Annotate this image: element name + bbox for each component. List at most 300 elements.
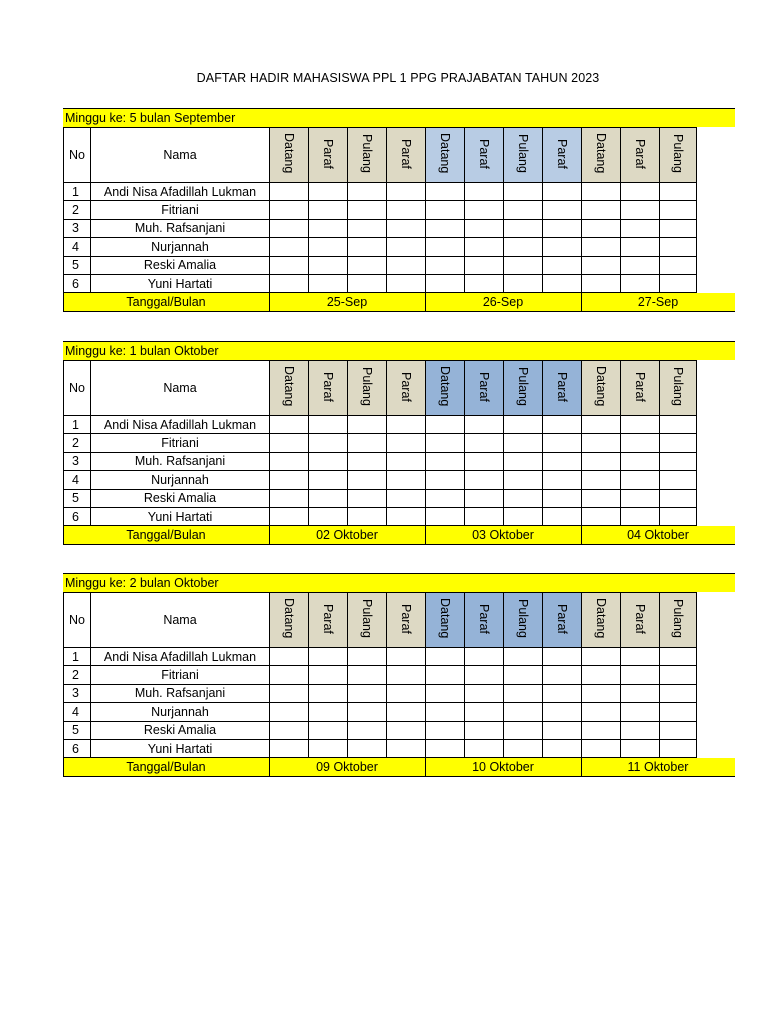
attendance-cell[interactable] bbox=[582, 416, 621, 434]
table-row bbox=[64, 434, 697, 452]
attendance-cell[interactable] bbox=[270, 703, 309, 721]
row-number: 1 bbox=[64, 648, 91, 666]
header-datang bbox=[582, 593, 621, 648]
attendance-cell[interactable] bbox=[270, 201, 309, 219]
attendance-cell[interactable] bbox=[504, 183, 543, 201]
attendance-cell[interactable] bbox=[621, 183, 660, 201]
table-row bbox=[64, 489, 697, 507]
attendance-cell[interactable] bbox=[621, 471, 660, 489]
table-row bbox=[64, 666, 697, 684]
header-label: Datang bbox=[282, 133, 296, 174]
attendance-cell[interactable] bbox=[348, 452, 387, 470]
table-row bbox=[64, 183, 697, 201]
attendance-cell[interactable] bbox=[582, 648, 621, 666]
attendance-cell[interactable] bbox=[465, 739, 504, 757]
attendance-cell[interactable] bbox=[504, 416, 543, 434]
date-label: 27-Sep bbox=[637, 295, 679, 310]
attendance-cell[interactable] bbox=[270, 739, 309, 757]
attendance-cell[interactable] bbox=[426, 416, 465, 434]
attendance-cell[interactable] bbox=[660, 507, 697, 525]
attendance-cell[interactable] bbox=[504, 703, 543, 721]
date-label: 25-Sep bbox=[326, 295, 368, 310]
row-number: 1 bbox=[64, 183, 91, 201]
header-label: Pulang bbox=[360, 599, 374, 638]
footer-divider bbox=[581, 526, 582, 545]
attendance-cell[interactable] bbox=[504, 739, 543, 757]
date-label: 09 Oktober bbox=[316, 760, 378, 775]
document-title: DAFTAR HADIR MAHASISWA PPL 1 PPG PRAJABATAN TAHUN 2023 bbox=[196, 71, 600, 85]
attendance-cell[interactable] bbox=[426, 648, 465, 666]
attendance-cell[interactable] bbox=[348, 721, 387, 739]
attendance-cell[interactable] bbox=[309, 219, 348, 237]
attendance-cell[interactable] bbox=[582, 684, 621, 702]
attendance-cell[interactable] bbox=[504, 471, 543, 489]
attendance-cell[interactable] bbox=[504, 648, 543, 666]
row-number: 2 bbox=[64, 434, 91, 452]
attendance-cell[interactable] bbox=[309, 739, 348, 757]
table-row bbox=[64, 684, 697, 702]
table-row bbox=[64, 238, 697, 256]
attendance-cell[interactable] bbox=[621, 666, 660, 684]
date-footer bbox=[63, 293, 735, 312]
row-number: 3 bbox=[64, 684, 91, 702]
header-label: Datang bbox=[594, 366, 608, 407]
attendance-cell[interactable] bbox=[582, 703, 621, 721]
attendance-cell[interactable] bbox=[348, 274, 387, 292]
attendance-cell[interactable] bbox=[348, 256, 387, 274]
header-label: Pulang bbox=[516, 599, 530, 638]
attendance-block bbox=[63, 341, 735, 545]
header-pulang bbox=[504, 128, 543, 183]
attendance-cell[interactable] bbox=[270, 256, 309, 274]
attendance-cell[interactable] bbox=[270, 666, 309, 684]
header-label: Paraf bbox=[399, 371, 413, 402]
attendance-cell[interactable] bbox=[543, 274, 582, 292]
attendance-cell[interactable] bbox=[582, 739, 621, 757]
attendance-cell[interactable] bbox=[309, 201, 348, 219]
header-no: No bbox=[64, 128, 91, 183]
date-label: 03 Oktober bbox=[472, 528, 534, 543]
attendance-cell[interactable] bbox=[582, 507, 621, 525]
attendance-cell[interactable] bbox=[543, 256, 582, 274]
table-row bbox=[64, 256, 697, 274]
attendance-cell[interactable] bbox=[543, 471, 582, 489]
attendance-cell[interactable] bbox=[387, 489, 426, 507]
attendance-cell[interactable] bbox=[465, 666, 504, 684]
attendance-cell[interactable] bbox=[621, 703, 660, 721]
attendance-cell[interactable] bbox=[348, 703, 387, 721]
header-no: No bbox=[64, 593, 91, 648]
attendance-cell[interactable] bbox=[465, 274, 504, 292]
header-label: Datang bbox=[438, 598, 452, 639]
header-row bbox=[64, 361, 697, 416]
row-number: 3 bbox=[64, 219, 91, 237]
header-label: Datang bbox=[282, 366, 296, 407]
header-label: Paraf bbox=[633, 371, 647, 402]
attendance-cell[interactable] bbox=[543, 201, 582, 219]
row-number: 5 bbox=[64, 721, 91, 739]
header-label: Paraf bbox=[555, 371, 569, 402]
attendance-cell[interactable] bbox=[348, 666, 387, 684]
attendance-cell[interactable] bbox=[348, 434, 387, 452]
attendance-cell[interactable] bbox=[465, 183, 504, 201]
attendance-cell[interactable] bbox=[543, 416, 582, 434]
attendance-cell[interactable] bbox=[660, 666, 697, 684]
row-number: 5 bbox=[64, 489, 91, 507]
attendance-cell[interactable] bbox=[621, 219, 660, 237]
attendance-cell[interactable] bbox=[504, 201, 543, 219]
attendance-cell[interactable] bbox=[504, 256, 543, 274]
attendance-cell[interactable] bbox=[660, 703, 697, 721]
attendance-cell[interactable] bbox=[348, 183, 387, 201]
attendance-cell[interactable] bbox=[465, 471, 504, 489]
attendance-cell[interactable] bbox=[543, 507, 582, 525]
attendance-cell[interactable] bbox=[387, 256, 426, 274]
attendance-cell[interactable] bbox=[426, 471, 465, 489]
attendance-cell[interactable] bbox=[348, 648, 387, 666]
attendance-cell[interactable] bbox=[582, 256, 621, 274]
header-paraf bbox=[387, 128, 426, 183]
student-name: Fitriani bbox=[91, 434, 270, 452]
attendance-cell[interactable] bbox=[426, 489, 465, 507]
attendance-cell[interactable] bbox=[426, 721, 465, 739]
attendance-cell[interactable] bbox=[660, 648, 697, 666]
header-label: Paraf bbox=[477, 603, 491, 634]
attendance-cell[interactable] bbox=[387, 238, 426, 256]
attendance-cell[interactable] bbox=[543, 452, 582, 470]
attendance-cell[interactable] bbox=[621, 201, 660, 219]
attendance-cell[interactable] bbox=[387, 201, 426, 219]
attendance-cell[interactable] bbox=[504, 721, 543, 739]
attendance-cell[interactable] bbox=[660, 183, 697, 201]
attendance-cell[interactable] bbox=[621, 489, 660, 507]
attendance-cell[interactable] bbox=[543, 739, 582, 757]
attendance-cell[interactable] bbox=[504, 507, 543, 525]
header-row bbox=[64, 128, 697, 183]
attendance-cell[interactable] bbox=[309, 256, 348, 274]
attendance-cell[interactable] bbox=[465, 238, 504, 256]
header-paraf bbox=[543, 128, 582, 183]
attendance-cell[interactable] bbox=[465, 684, 504, 702]
attendance-cell[interactable] bbox=[582, 183, 621, 201]
table-row bbox=[64, 703, 697, 721]
attendance-cell[interactable] bbox=[309, 434, 348, 452]
attendance-cell[interactable] bbox=[465, 201, 504, 219]
attendance-table bbox=[63, 127, 697, 293]
attendance-cell[interactable] bbox=[582, 452, 621, 470]
attendance-cell[interactable] bbox=[387, 648, 426, 666]
attendance-cell[interactable] bbox=[582, 201, 621, 219]
footer-label: Tanggal/Bulan bbox=[126, 760, 206, 775]
attendance-cell[interactable] bbox=[660, 416, 697, 434]
attendance-cell[interactable] bbox=[582, 471, 621, 489]
attendance-cell[interactable] bbox=[582, 434, 621, 452]
attendance-cell[interactable] bbox=[621, 434, 660, 452]
attendance-cell[interactable] bbox=[621, 739, 660, 757]
header-nama: Nama bbox=[91, 593, 270, 648]
attendance-cell[interactable] bbox=[309, 666, 348, 684]
attendance-cell[interactable] bbox=[504, 452, 543, 470]
header-label: Paraf bbox=[321, 371, 335, 402]
table-row bbox=[64, 274, 697, 292]
header-label: Paraf bbox=[321, 138, 335, 169]
attendance-cell[interactable] bbox=[504, 219, 543, 237]
attendance-cell[interactable] bbox=[426, 256, 465, 274]
attendance-cell[interactable] bbox=[309, 721, 348, 739]
attendance-cell[interactable] bbox=[426, 434, 465, 452]
header-paraf bbox=[465, 361, 504, 416]
attendance-cell[interactable] bbox=[504, 274, 543, 292]
attendance-cell[interactable] bbox=[426, 238, 465, 256]
attendance-cell[interactable] bbox=[621, 274, 660, 292]
attendance-cell[interactable] bbox=[309, 238, 348, 256]
attendance-cell[interactable] bbox=[543, 703, 582, 721]
header-pulang bbox=[660, 361, 697, 416]
table-row bbox=[64, 739, 697, 757]
footer-divider bbox=[269, 526, 270, 545]
attendance-cell[interactable] bbox=[309, 471, 348, 489]
header-label: Paraf bbox=[399, 603, 413, 634]
attendance-cell[interactable] bbox=[582, 238, 621, 256]
attendance-cell[interactable] bbox=[465, 703, 504, 721]
attendance-cell[interactable] bbox=[660, 721, 697, 739]
header-label: Pulang bbox=[360, 367, 374, 406]
attendance-cell[interactable] bbox=[270, 452, 309, 470]
table-row bbox=[64, 219, 697, 237]
attendance-cell[interactable] bbox=[387, 684, 426, 702]
footer-divider bbox=[63, 293, 64, 312]
student-name: Fitriani bbox=[91, 666, 270, 684]
attendance-cell[interactable] bbox=[504, 684, 543, 702]
attendance-cell[interactable] bbox=[660, 201, 697, 219]
student-name: Andi Nisa Afadillah Lukman bbox=[91, 416, 270, 434]
attendance-cell[interactable] bbox=[309, 416, 348, 434]
attendance-cell[interactable] bbox=[348, 201, 387, 219]
attendance-cell[interactable] bbox=[504, 489, 543, 507]
attendance-cell[interactable] bbox=[309, 183, 348, 201]
attendance-cell[interactable] bbox=[621, 648, 660, 666]
attendance-cell[interactable] bbox=[387, 434, 426, 452]
attendance-cell[interactable] bbox=[270, 648, 309, 666]
attendance-cell[interactable] bbox=[426, 666, 465, 684]
student-name: Muh. Rafsanjani bbox=[91, 452, 270, 470]
attendance-cell[interactable] bbox=[387, 416, 426, 434]
attendance-cell[interactable] bbox=[465, 721, 504, 739]
attendance-cell[interactable] bbox=[582, 721, 621, 739]
attendance-cell[interactable] bbox=[426, 274, 465, 292]
student-name: Reski Amalia bbox=[91, 256, 270, 274]
student-name: Yuni Hartati bbox=[91, 507, 270, 525]
header-paraf bbox=[621, 593, 660, 648]
header-paraf bbox=[309, 593, 348, 648]
attendance-cell[interactable] bbox=[660, 256, 697, 274]
header-no: No bbox=[64, 361, 91, 416]
attendance-cell[interactable] bbox=[309, 703, 348, 721]
attendance-cell[interactable] bbox=[465, 416, 504, 434]
date-label: 26-Sep bbox=[482, 295, 524, 310]
student-name: Nurjannah bbox=[91, 703, 270, 721]
attendance-cell[interactable] bbox=[270, 721, 309, 739]
attendance-table bbox=[63, 360, 697, 526]
attendance-cell[interactable] bbox=[348, 219, 387, 237]
attendance-cell[interactable] bbox=[582, 666, 621, 684]
attendance-cell[interactable] bbox=[426, 507, 465, 525]
attendance-cell[interactable] bbox=[348, 471, 387, 489]
attendance-cell[interactable] bbox=[660, 452, 697, 470]
attendance-cell[interactable] bbox=[309, 274, 348, 292]
attendance-cell[interactable] bbox=[621, 238, 660, 256]
header-datang bbox=[426, 361, 465, 416]
attendance-cell[interactable] bbox=[660, 274, 697, 292]
attendance-cell[interactable] bbox=[426, 703, 465, 721]
attendance-cell[interactable] bbox=[543, 219, 582, 237]
attendance-cell[interactable] bbox=[621, 452, 660, 470]
table-row bbox=[64, 452, 697, 470]
row-number: 2 bbox=[64, 201, 91, 219]
attendance-cell[interactable] bbox=[543, 666, 582, 684]
attendance-cell[interactable] bbox=[270, 274, 309, 292]
header-nama: Nama bbox=[91, 361, 270, 416]
attendance-cell[interactable] bbox=[465, 489, 504, 507]
attendance-cell[interactable] bbox=[270, 238, 309, 256]
attendance-cell[interactable] bbox=[387, 452, 426, 470]
attendance-cell[interactable] bbox=[543, 434, 582, 452]
attendance-cell[interactable] bbox=[270, 434, 309, 452]
attendance-cell[interactable] bbox=[543, 648, 582, 666]
attendance-cell[interactable] bbox=[426, 219, 465, 237]
attendance-cell[interactable] bbox=[621, 256, 660, 274]
attendance-cell[interactable] bbox=[465, 256, 504, 274]
header-paraf bbox=[309, 128, 348, 183]
header-label: Pulang bbox=[516, 367, 530, 406]
attendance-cell[interactable] bbox=[270, 684, 309, 702]
attendance-cell[interactable] bbox=[387, 471, 426, 489]
attendance-cell[interactable] bbox=[426, 183, 465, 201]
attendance-cell[interactable] bbox=[504, 238, 543, 256]
attendance-cell[interactable] bbox=[309, 452, 348, 470]
attendance-cell[interactable] bbox=[426, 452, 465, 470]
header-pulang bbox=[348, 128, 387, 183]
row-number: 5 bbox=[64, 256, 91, 274]
attendance-cell[interactable] bbox=[387, 666, 426, 684]
header-pulang bbox=[504, 593, 543, 648]
header-datang bbox=[582, 128, 621, 183]
attendance-cell[interactable] bbox=[348, 507, 387, 525]
attendance-cell[interactable] bbox=[309, 648, 348, 666]
header-datang bbox=[426, 128, 465, 183]
header-paraf bbox=[387, 361, 426, 416]
header-datang bbox=[270, 128, 309, 183]
attendance-cell[interactable] bbox=[270, 489, 309, 507]
row-number: 6 bbox=[64, 739, 91, 757]
table-row bbox=[64, 648, 697, 666]
attendance-cell[interactable] bbox=[660, 219, 697, 237]
attendance-cell[interactable] bbox=[348, 416, 387, 434]
student-name: Yuni Hartati bbox=[91, 274, 270, 292]
attendance-cell[interactable] bbox=[348, 684, 387, 702]
attendance-cell[interactable] bbox=[426, 684, 465, 702]
attendance-cell[interactable] bbox=[387, 703, 426, 721]
attendance-cell[interactable] bbox=[582, 274, 621, 292]
attendance-cell[interactable] bbox=[309, 489, 348, 507]
attendance-block bbox=[63, 573, 735, 777]
attendance-cell[interactable] bbox=[543, 183, 582, 201]
row-number: 6 bbox=[64, 274, 91, 292]
attendance-cell[interactable] bbox=[348, 739, 387, 757]
attendance-cell[interactable] bbox=[426, 201, 465, 219]
student-name: Andi Nisa Afadillah Lukman bbox=[91, 648, 270, 666]
attendance-cell[interactable] bbox=[387, 507, 426, 525]
attendance-cell[interactable] bbox=[270, 416, 309, 434]
attendance-cell[interactable] bbox=[582, 219, 621, 237]
attendance-cell[interactable] bbox=[543, 684, 582, 702]
attendance-cell[interactable] bbox=[465, 434, 504, 452]
header-label: Datang bbox=[438, 366, 452, 407]
attendance-cell[interactable] bbox=[387, 274, 426, 292]
attendance-cell[interactable] bbox=[465, 507, 504, 525]
footer-divider bbox=[425, 758, 426, 777]
attendance-cell[interactable] bbox=[621, 416, 660, 434]
attendance-cell[interactable] bbox=[387, 721, 426, 739]
header-datang bbox=[270, 361, 309, 416]
attendance-cell[interactable] bbox=[543, 489, 582, 507]
attendance-cell[interactable] bbox=[270, 471, 309, 489]
header-pulang bbox=[504, 361, 543, 416]
attendance-cell[interactable] bbox=[348, 489, 387, 507]
student-name: Muh. Rafsanjani bbox=[91, 219, 270, 237]
attendance-cell[interactable] bbox=[621, 507, 660, 525]
attendance-cell[interactable] bbox=[621, 684, 660, 702]
attendance-cell[interactable] bbox=[270, 219, 309, 237]
attendance-cell[interactable] bbox=[660, 434, 697, 452]
header-datang bbox=[426, 593, 465, 648]
header-label: Pulang bbox=[671, 367, 685, 406]
attendance-cell[interactable] bbox=[543, 721, 582, 739]
attendance-cell[interactable] bbox=[426, 739, 465, 757]
attendance-cell[interactable] bbox=[348, 238, 387, 256]
attendance-cell[interactable] bbox=[582, 489, 621, 507]
attendance-cell[interactable] bbox=[465, 219, 504, 237]
attendance-cell[interactable] bbox=[660, 238, 697, 256]
attendance-cell[interactable] bbox=[621, 721, 660, 739]
student-name: Muh. Rafsanjani bbox=[91, 684, 270, 702]
header-pulang bbox=[660, 593, 697, 648]
row-number: 4 bbox=[64, 471, 91, 489]
header-label: Paraf bbox=[477, 138, 491, 169]
attendance-cell[interactable] bbox=[387, 219, 426, 237]
attendance-cell[interactable] bbox=[270, 183, 309, 201]
attendance-cell[interactable] bbox=[465, 648, 504, 666]
header-paraf bbox=[309, 361, 348, 416]
attendance-cell[interactable] bbox=[543, 238, 582, 256]
attendance-cell[interactable] bbox=[387, 183, 426, 201]
attendance-cell[interactable] bbox=[660, 489, 697, 507]
attendance-cell[interactable] bbox=[309, 684, 348, 702]
attendance-cell[interactable] bbox=[660, 684, 697, 702]
header-pulang bbox=[660, 128, 697, 183]
table-row bbox=[64, 471, 697, 489]
header-label: Paraf bbox=[555, 138, 569, 169]
attendance-cell[interactable] bbox=[309, 507, 348, 525]
attendance-cell[interactable] bbox=[660, 739, 697, 757]
header-paraf bbox=[621, 361, 660, 416]
attendance-cell[interactable] bbox=[660, 471, 697, 489]
attendance-cell[interactable] bbox=[504, 666, 543, 684]
attendance-cell[interactable] bbox=[270, 507, 309, 525]
attendance-cell[interactable] bbox=[465, 452, 504, 470]
attendance-cell[interactable] bbox=[387, 739, 426, 757]
attendance-cell[interactable] bbox=[504, 434, 543, 452]
